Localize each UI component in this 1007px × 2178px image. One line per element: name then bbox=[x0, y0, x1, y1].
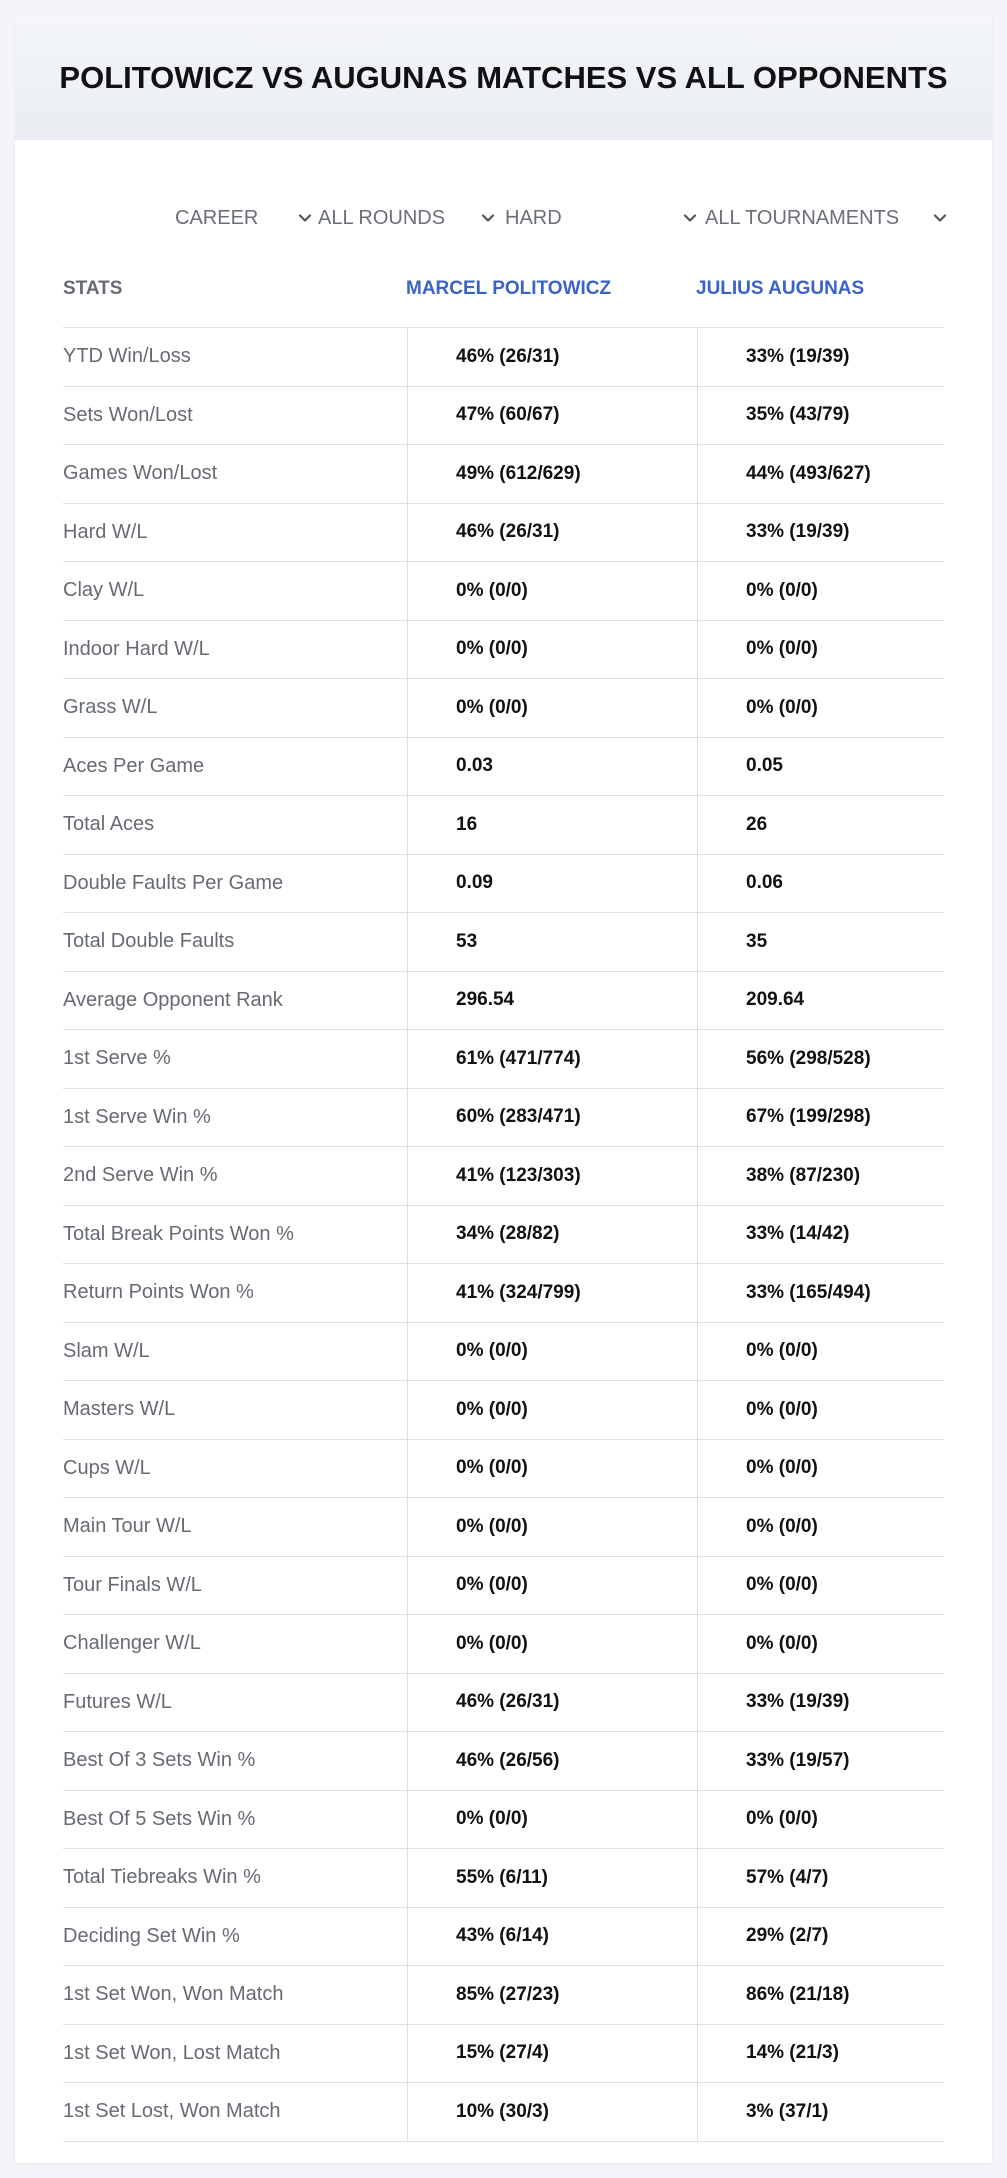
player2-value: 0% (0/0) bbox=[697, 1323, 944, 1381]
player1-value: 16 bbox=[407, 796, 697, 854]
table-row bbox=[63, 1557, 944, 1616]
player2-value: 0% (0/0) bbox=[697, 1615, 944, 1673]
stat-label: Tour Finals W/L bbox=[63, 1573, 202, 1596]
player1-value: 60% (283/471) bbox=[407, 1089, 697, 1147]
table-header bbox=[63, 250, 944, 328]
rounds-select[interactable] bbox=[318, 202, 498, 234]
player1-value: 10% (30/3) bbox=[407, 2083, 697, 2141]
stat-label: Cups W/L bbox=[63, 1456, 151, 1479]
stat-label: 1st Set Lost, Won Match bbox=[63, 2100, 281, 2123]
table-row bbox=[63, 855, 944, 914]
player2-value: 0% (0/0) bbox=[697, 1440, 944, 1498]
table-row bbox=[63, 1498, 944, 1557]
player2-value: 86% (21/18) bbox=[697, 1966, 944, 2024]
player1-value: 41% (324/799) bbox=[407, 1264, 697, 1322]
player2-value: 67% (199/298) bbox=[697, 1089, 944, 1147]
stat-label: Grass W/L bbox=[63, 696, 158, 719]
filter-bar bbox=[15, 190, 992, 250]
player1-value: 0% (0/0) bbox=[407, 1498, 697, 1556]
player2-value: 44% (493/627) bbox=[697, 445, 944, 503]
player2-value: 29% (2/7) bbox=[697, 1908, 944, 1966]
table-row bbox=[63, 2025, 944, 2084]
player2-value: 33% (165/494) bbox=[697, 1264, 944, 1322]
player2-value: 33% (19/39) bbox=[697, 504, 944, 562]
player1-value: 0% (0/0) bbox=[407, 621, 697, 679]
player1-value: 46% (26/31) bbox=[407, 328, 697, 386]
stat-label: Slam W/L bbox=[63, 1339, 150, 1362]
table-row bbox=[63, 1966, 944, 2025]
rounds-select-value: ALL ROUNDS bbox=[318, 206, 446, 229]
table-row bbox=[63, 796, 944, 855]
player1-value: 0% (0/0) bbox=[407, 1615, 697, 1673]
table-row bbox=[63, 1791, 944, 1850]
stats-card bbox=[15, 15, 992, 2163]
player2-value: 3% (37/1) bbox=[697, 2083, 944, 2141]
chevron-down-icon bbox=[930, 208, 950, 228]
stat-label: Return Points Won % bbox=[63, 1281, 254, 1304]
player2-value: 0% (0/0) bbox=[697, 1557, 944, 1615]
surface-select-value: HARD bbox=[505, 206, 562, 229]
player1-value: 0.09 bbox=[407, 855, 697, 913]
player2-value: 0% (0/0) bbox=[697, 562, 944, 620]
stat-label: Hard W/L bbox=[63, 520, 148, 543]
player1-value: 43% (6/14) bbox=[407, 1908, 697, 1966]
player1-value: 0% (0/0) bbox=[407, 1791, 697, 1849]
surface-select[interactable] bbox=[505, 202, 700, 234]
stat-label: Double Faults Per Game bbox=[63, 871, 284, 894]
player2-value: 0% (0/0) bbox=[697, 1498, 944, 1556]
player1-value: 15% (27/4) bbox=[407, 2025, 697, 2083]
stat-label: Sets Won/Lost bbox=[63, 403, 193, 426]
player1-value: 47% (60/67) bbox=[407, 387, 697, 445]
player1-value: 0.03 bbox=[407, 738, 697, 796]
player2-value: 33% (19/39) bbox=[697, 1674, 944, 1732]
player2-value: 33% (19/39) bbox=[697, 328, 944, 386]
player1-value: 0% (0/0) bbox=[407, 1323, 697, 1381]
stat-label: Challenger W/L bbox=[63, 1632, 201, 1655]
stat-label: Best Of 5 Sets Win % bbox=[63, 1807, 256, 1830]
table-row bbox=[63, 387, 944, 446]
stats-column-header: STATS bbox=[63, 277, 123, 299]
stat-label: Main Tour W/L bbox=[63, 1515, 192, 1538]
stat-label: YTD Win/Loss bbox=[63, 345, 191, 368]
table-body bbox=[63, 328, 944, 2142]
stat-label: 1st Serve Win % bbox=[63, 1105, 211, 1128]
table-row bbox=[63, 1849, 944, 1908]
player2-value: 57% (4/7) bbox=[697, 1849, 944, 1907]
table-row bbox=[63, 972, 944, 1031]
player1-value: 34% (28/82) bbox=[407, 1206, 697, 1264]
table-row bbox=[63, 679, 944, 738]
stat-label: Indoor Hard W/L bbox=[63, 637, 210, 660]
player1-value: 296.54 bbox=[407, 972, 697, 1030]
chevron-down-icon bbox=[680, 208, 700, 228]
stat-label: Total Double Faults bbox=[63, 930, 235, 953]
player1-value: 41% (123/303) bbox=[407, 1147, 697, 1205]
table-row bbox=[63, 1030, 944, 1089]
player2-value: 209.64 bbox=[697, 972, 944, 1030]
stat-label: Total Aces bbox=[63, 813, 155, 836]
table-row bbox=[63, 562, 944, 621]
player1-value: 46% (26/31) bbox=[407, 504, 697, 562]
stat-label: Average Opponent Rank bbox=[63, 988, 283, 1011]
table-row bbox=[63, 1206, 944, 1265]
table-row bbox=[63, 1381, 944, 1440]
page-title: POLITOWICZ VS AUGUNAS MATCHES VS ALL OPPONENTS bbox=[59, 59, 948, 95]
table-row bbox=[63, 913, 944, 972]
player2-value: 35% (43/79) bbox=[697, 387, 944, 445]
player1-value: 46% (26/56) bbox=[407, 1732, 697, 1790]
player1-value: 46% (26/31) bbox=[407, 1674, 697, 1732]
player1-value: 53 bbox=[407, 913, 697, 971]
player2-value: 38% (87/230) bbox=[697, 1147, 944, 1205]
player1-value: 0% (0/0) bbox=[407, 1381, 697, 1439]
tournaments-select-value: ALL TOURNAMENTS bbox=[705, 206, 900, 229]
player1-value: 0% (0/0) bbox=[407, 562, 697, 620]
player2-value: 33% (14/42) bbox=[697, 1206, 944, 1264]
player2-value: 0.06 bbox=[697, 855, 944, 913]
stat-label: 2nd Serve Win % bbox=[63, 1164, 218, 1187]
player2-value: 0% (0/0) bbox=[697, 621, 944, 679]
chevron-down-icon bbox=[478, 208, 498, 228]
tournaments-select[interactable] bbox=[705, 202, 950, 234]
player1-value: 0% (0/0) bbox=[407, 679, 697, 737]
player2-value: 0% (0/0) bbox=[697, 1381, 944, 1439]
player2-value: 0% (0/0) bbox=[697, 1791, 944, 1849]
table-row bbox=[63, 1732, 944, 1791]
table-row bbox=[63, 1147, 944, 1206]
stat-label: Deciding Set Win % bbox=[63, 1924, 240, 1947]
stat-label: Total Tiebreaks Win % bbox=[63, 1866, 261, 1889]
player2-value: 35 bbox=[697, 913, 944, 971]
stat-label: 1st Serve % bbox=[63, 1047, 171, 1070]
player2-column-header[interactable]: JULIUS AUGUNAS bbox=[696, 277, 865, 299]
table-row bbox=[63, 1615, 944, 1674]
stat-label: Clay W/L bbox=[63, 579, 145, 602]
stats-table bbox=[63, 250, 944, 2142]
table-row bbox=[63, 621, 944, 680]
table-row bbox=[63, 1440, 944, 1499]
stat-label: Aces Per Game bbox=[63, 754, 205, 777]
player1-value: 85% (27/23) bbox=[407, 1966, 697, 2024]
table-row bbox=[63, 738, 944, 797]
table-row bbox=[63, 445, 944, 504]
player1-value: 61% (471/774) bbox=[407, 1030, 697, 1088]
stat-label: Futures W/L bbox=[63, 1690, 172, 1713]
player2-value: 33% (19/57) bbox=[697, 1732, 944, 1790]
stat-label: 1st Set Won, Won Match bbox=[63, 1983, 284, 2006]
card-header bbox=[15, 15, 992, 140]
player2-value: 0.05 bbox=[697, 738, 944, 796]
table-row bbox=[63, 1323, 944, 1382]
player1-value: 0% (0/0) bbox=[407, 1440, 697, 1498]
stat-label: Total Break Points Won % bbox=[63, 1222, 294, 1245]
stat-label: Games Won/Lost bbox=[63, 462, 218, 485]
stat-label: Best Of 3 Sets Win % bbox=[63, 1749, 256, 1772]
table-row bbox=[63, 2083, 944, 2142]
chevron-down-icon bbox=[295, 208, 315, 228]
player2-value: 56% (298/528) bbox=[697, 1030, 944, 1088]
table-row bbox=[63, 1264, 944, 1323]
table-row bbox=[63, 504, 944, 563]
table-row bbox=[63, 1674, 944, 1733]
stat-label: Masters W/L bbox=[63, 1398, 176, 1421]
player1-value: 55% (6/11) bbox=[407, 1849, 697, 1907]
player2-value: 0% (0/0) bbox=[697, 679, 944, 737]
player1-value: 49% (612/629) bbox=[407, 445, 697, 503]
table-row bbox=[63, 1089, 944, 1148]
period-select[interactable] bbox=[175, 202, 315, 234]
player2-value: 26 bbox=[697, 796, 944, 854]
table-row bbox=[63, 328, 944, 387]
player1-column-header[interactable]: MARCEL POLITOWICZ bbox=[406, 277, 612, 299]
player2-value: 14% (21/3) bbox=[697, 2025, 944, 2083]
table-row bbox=[63, 1908, 944, 1967]
period-select-value: CAREER bbox=[175, 206, 259, 229]
stat-label: 1st Set Won, Lost Match bbox=[63, 2041, 281, 2064]
player1-value: 0% (0/0) bbox=[407, 1557, 697, 1615]
